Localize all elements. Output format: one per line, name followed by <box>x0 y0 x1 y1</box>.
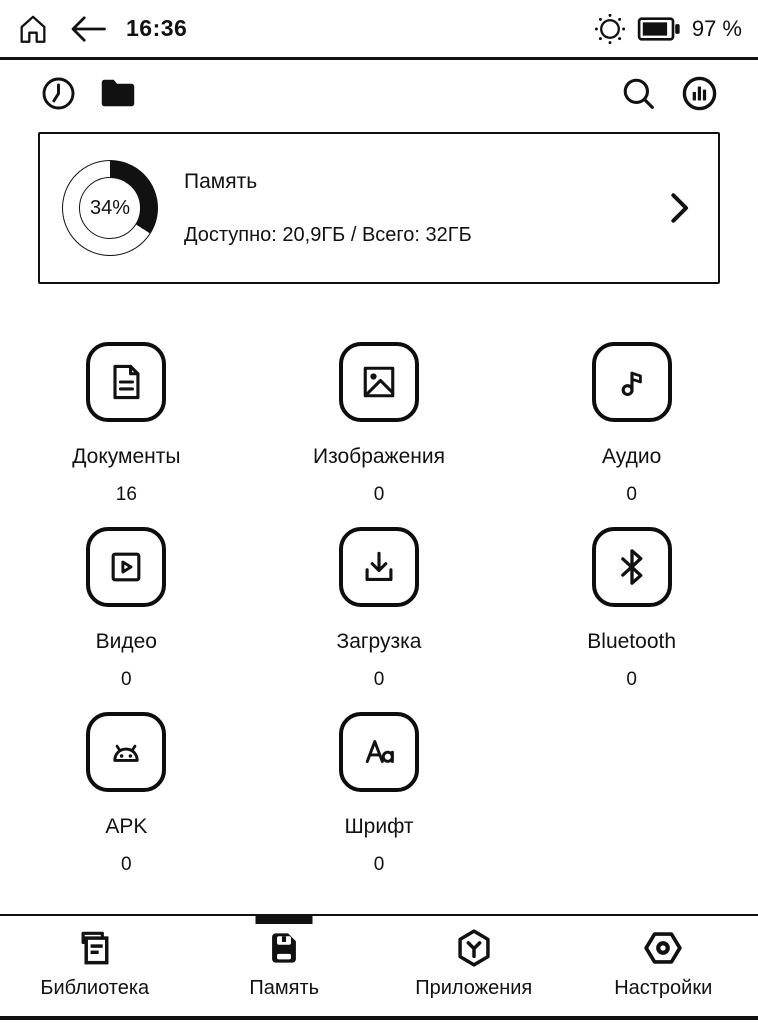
memory-availability: Доступно: 20,9ГБ / Всего: 32ГБ <box>184 223 472 246</box>
category-apk[interactable] <box>0 712 253 897</box>
category-label: Загрузка <box>336 630 422 653</box>
nav-library[interactable] <box>0 916 190 1016</box>
status-bar <box>0 0 758 57</box>
category-count: 0 <box>373 854 385 875</box>
nav-storage[interactable] <box>190 916 380 1016</box>
bottom-edge-bar <box>0 1016 758 1020</box>
storage-donut <box>62 160 158 256</box>
android-icon <box>86 712 166 792</box>
category-label: Аудио <box>602 445 662 468</box>
category-video[interactable] <box>0 527 253 712</box>
category-label: Изображения <box>313 445 445 468</box>
document-icon <box>86 342 166 422</box>
folder-icon[interactable] <box>99 76 137 110</box>
audio-note-icon <box>592 342 672 422</box>
category-label: Шрифт <box>344 815 414 838</box>
category-count: 0 <box>121 669 132 690</box>
battery-percent: 97 % <box>691 15 742 41</box>
nav-label: Память <box>249 977 320 999</box>
storage-stats-icon[interactable] <box>681 75 718 112</box>
bottom-nav <box>0 914 758 1016</box>
category-count: 0 <box>373 669 385 690</box>
font-aa-icon <box>339 712 419 792</box>
category-count: 16 <box>115 484 137 505</box>
recent-clock-icon[interactable] <box>40 75 77 112</box>
category-downloads[interactable] <box>253 527 506 712</box>
chevron-right-icon[interactable] <box>666 191 692 225</box>
brightness-icon[interactable] <box>594 13 626 45</box>
category-bluetooth[interactable] <box>505 527 758 712</box>
category-count: 0 <box>626 669 637 690</box>
nav-label: Библиотека <box>40 977 150 999</box>
category-audio[interactable] <box>505 342 758 527</box>
search-icon[interactable] <box>620 75 657 112</box>
category-label: Документы <box>72 445 181 468</box>
category-count: 0 <box>373 484 385 505</box>
apps-icon <box>452 926 496 970</box>
back-arrow-icon[interactable] <box>68 14 108 44</box>
storage-icon <box>262 926 306 970</box>
active-tab-indicator <box>256 914 313 924</box>
memory-title: Память <box>184 169 258 193</box>
status-time: 16:36 <box>126 15 188 41</box>
nav-apps[interactable] <box>379 916 569 1016</box>
category-label: APK <box>105 815 148 838</box>
category-grid <box>0 342 758 897</box>
category-documents[interactable] <box>0 342 253 527</box>
nav-label: Настройки <box>614 977 713 999</box>
nav-settings[interactable] <box>569 916 758 1016</box>
category-label: Видео <box>95 630 157 653</box>
nav-label: Приложения <box>415 977 533 999</box>
bluetooth-icon <box>592 527 672 607</box>
image-icon <box>339 342 419 422</box>
category-label: Bluetooth <box>587 630 677 653</box>
settings-icon <box>641 926 685 970</box>
memory-summary-card[interactable] <box>38 132 720 284</box>
category-count: 0 <box>121 854 132 875</box>
category-fonts[interactable] <box>253 712 506 897</box>
home-icon[interactable] <box>16 12 50 46</box>
library-icon <box>73 926 117 970</box>
battery-icon <box>636 15 682 43</box>
category-images[interactable] <box>253 342 506 527</box>
download-icon <box>339 527 419 607</box>
storage-toolbar <box>0 60 758 126</box>
category-empty-cell <box>505 712 758 897</box>
category-count: 0 <box>626 484 637 505</box>
storage-percent: 34% <box>89 196 131 219</box>
video-icon <box>86 527 166 607</box>
